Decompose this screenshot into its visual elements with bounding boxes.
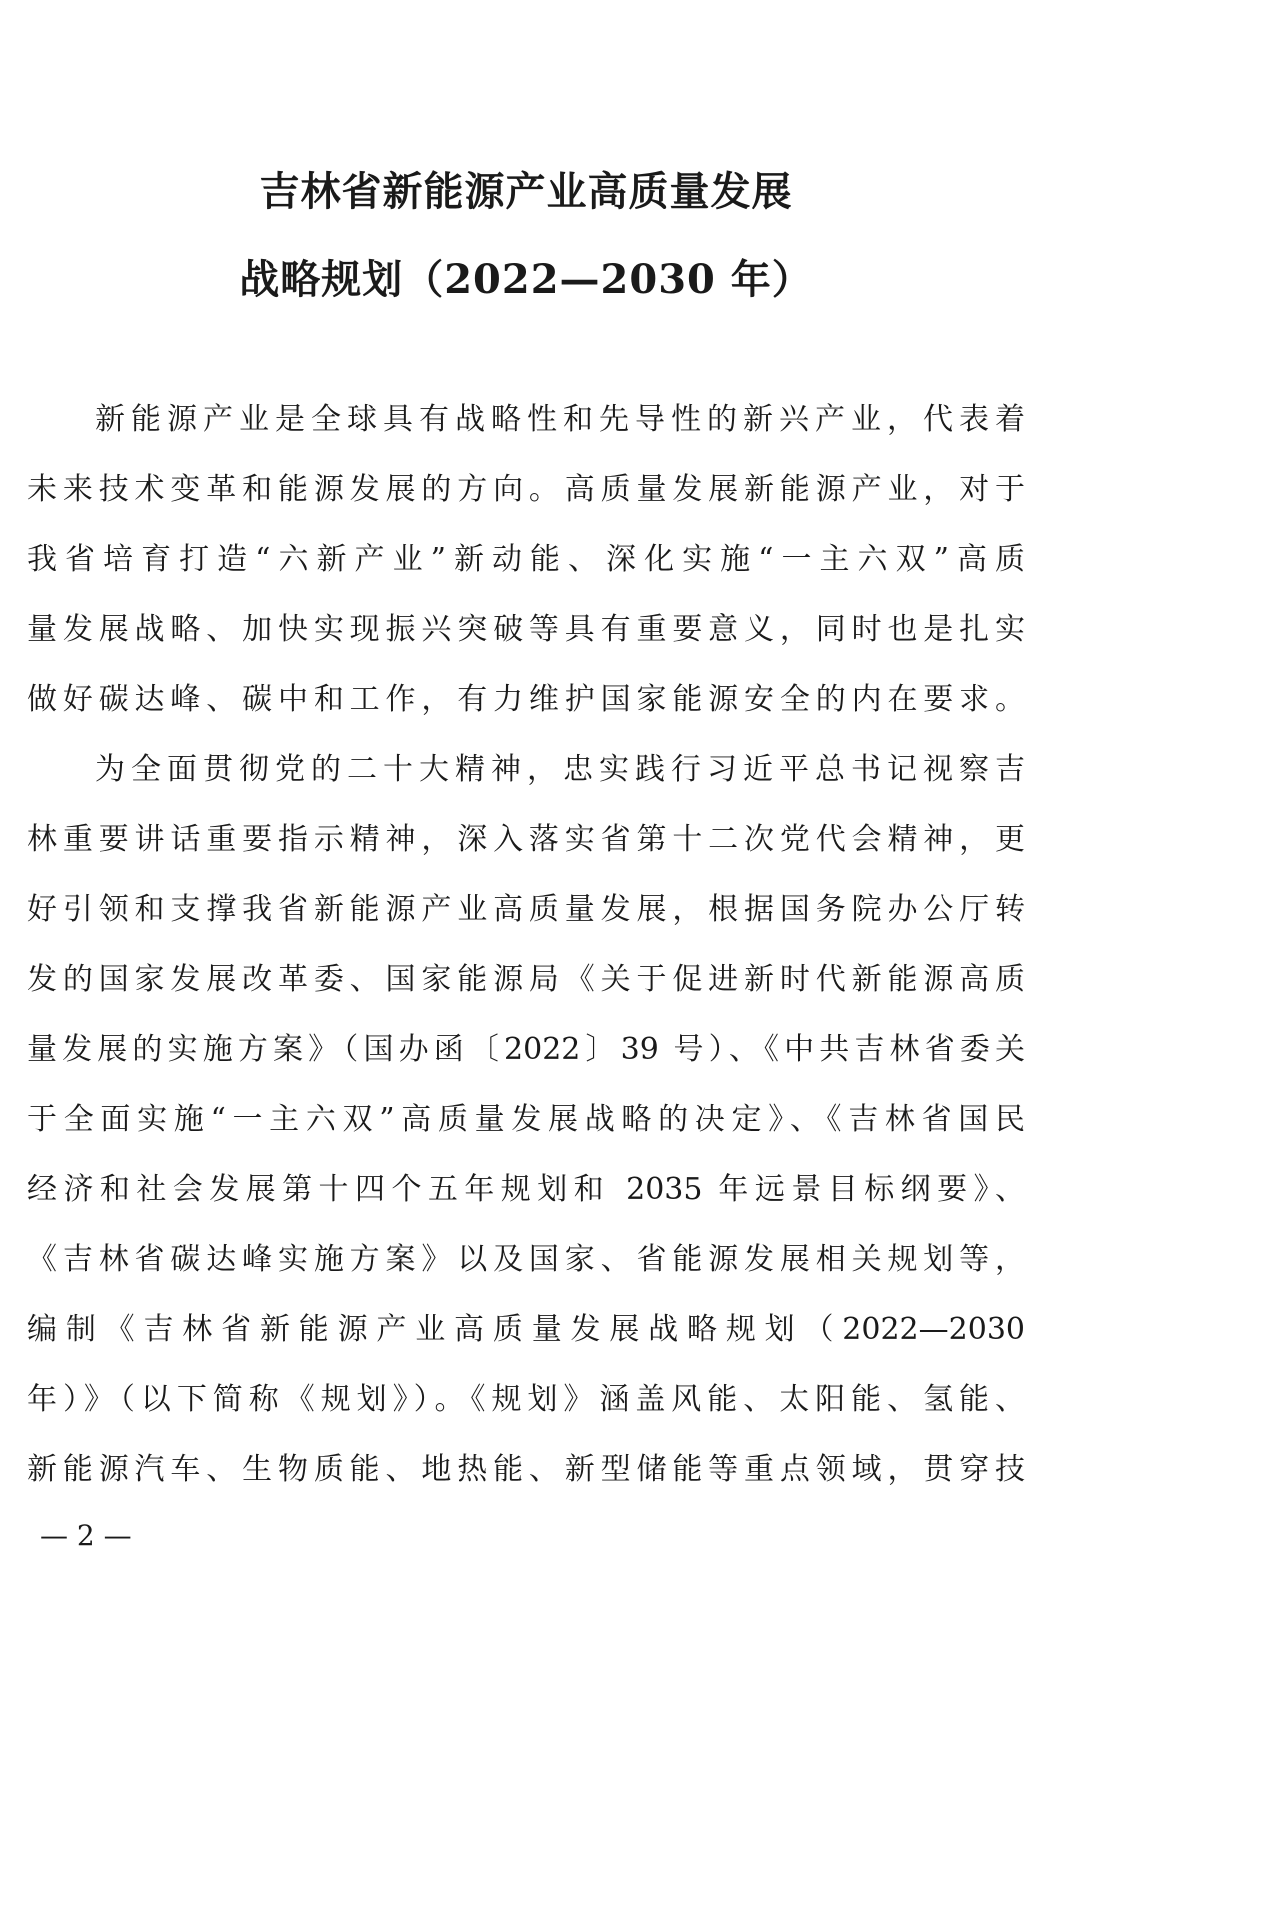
document-title-line-1: 吉林省新能源产业高质量发展 xyxy=(259,168,793,215)
document-title-line-2: 战略规划（2022—2030 年） xyxy=(239,256,813,303)
paragraph-2-line: 编制《吉林省新能源产业高质量发展战略规划（2022—2030 xyxy=(27,1312,1025,1347)
page-number: — 2 — xyxy=(40,1519,132,1552)
paragraph-2-line: 好引领和支撑我省新能源产业高质量发展，根据国务院办公厅转 xyxy=(27,892,1025,927)
paragraph-2-line: 《吉林省碳达峰实施方案》以及国家、省能源发展相关规划等， xyxy=(27,1242,1025,1277)
paragraph-2-line: 发的国家发展改革委、国家能源局《关于促进新时代新能源高质 xyxy=(27,962,1025,997)
paragraph-1-line: 量发展战略、加快实现振兴突破等具有重要意义，同时也是扎实 xyxy=(27,612,1025,647)
paragraph-1-line: 做好碳达峰、碳中和工作，有力维护国家能源安全的内在要求。 xyxy=(27,682,1025,717)
paragraph-1-line: 未来技术变革和能源发展的方向。高质量发展新能源产业，对于 xyxy=(27,472,1025,507)
paragraph-2-line: 新能源汽车、生物质能、地热能、新型储能等重点领域，贯穿技 xyxy=(27,1452,1025,1487)
paragraph-2-line: 为全面贯彻党的二十大精神，忠实践行习近平总书记视察吉 xyxy=(95,752,1025,787)
paragraph-2-line: 年）》（以下简称《规划》）。《规划》涵盖风能、太阳能、氢能、 xyxy=(27,1382,1025,1417)
paragraph-2-line: 于全面实施“一主六双”高质量发展战略的决定》、《吉林省国民 xyxy=(27,1102,1025,1137)
paragraph-1-line: 新能源产业是全球具有战略性和先导性的新兴产业，代表着 xyxy=(95,402,1025,437)
paragraph-2-line: 经济和社会发展第十四个五年规划和 2035 年远景目标纲要》、 xyxy=(27,1172,1025,1207)
paragraph-2-line: 林重要讲话重要指示精神，深入落实省第十二次党代会精神，更 xyxy=(27,822,1025,857)
paragraph-2-line: 量发展的实施方案》（国办函〔2022〕39 号）、《中共吉林省委关 xyxy=(27,1032,1025,1067)
paragraph-1-line: 我省培育打造“六新产业”新动能、深化实施“一主六双”高质 xyxy=(27,542,1025,577)
